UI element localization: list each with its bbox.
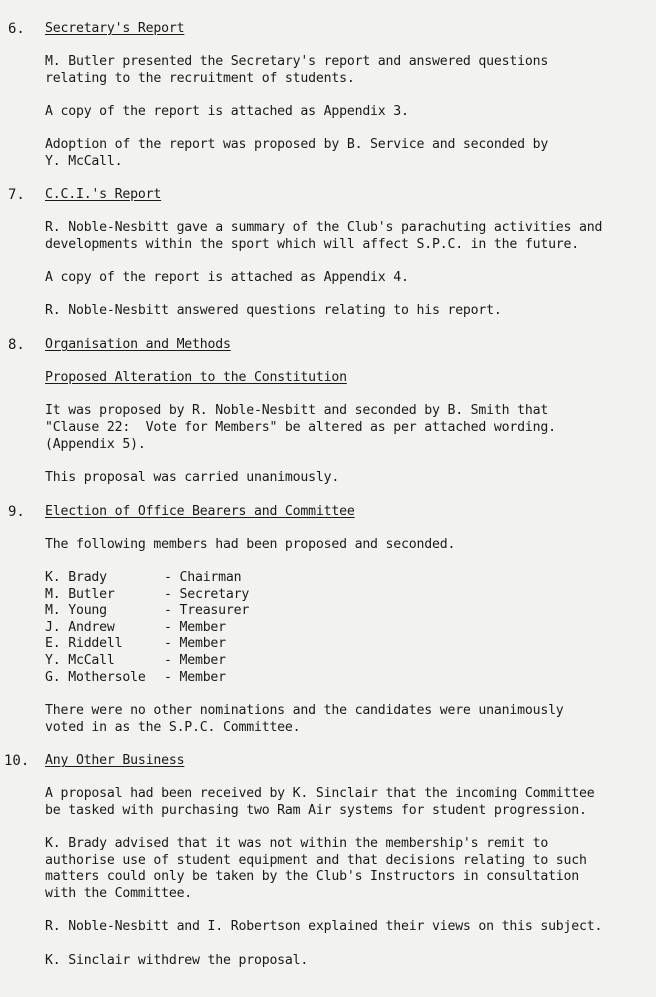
section-heading: C.C.I.'s Report xyxy=(45,187,162,202)
text-line: R. Noble-Nesbitt and I. Robertson explained their views on this subject. xyxy=(45,919,603,934)
committee-name: M. Butler xyxy=(45,587,115,602)
text-line: (Appendix 5). xyxy=(45,437,146,452)
text-line: There were no other nominations and the candidates were unanimously xyxy=(45,703,564,718)
text-line: matters could only be taken by the Club's Instructors in consultation xyxy=(45,869,580,884)
committee-role: - Member xyxy=(164,670,226,685)
text-line: Y. McCall. xyxy=(45,154,123,169)
committee-role: - Member xyxy=(164,620,226,635)
text-line: The following members had been proposed and seconded. xyxy=(45,537,456,552)
text-line: R. Noble-Nesbitt gave a summary of the Club's parachuting activities and xyxy=(45,220,603,235)
text-line: authorise use of student equipment and that decisions relating to such xyxy=(45,853,587,868)
text-line: developments within the sport which will affect S.P.C. in the future. xyxy=(45,237,580,252)
committee-role: - Member xyxy=(164,653,226,668)
section-number: 10. xyxy=(4,753,30,769)
committee-name: J. Andrew xyxy=(45,620,115,635)
section-number: 6. xyxy=(8,21,25,37)
committee-role: - Chairman xyxy=(164,570,242,585)
committee-name: G. Mothersole xyxy=(45,670,146,685)
text-line: with the Committee. xyxy=(45,886,193,901)
committee-name: E. Riddell xyxy=(45,636,123,651)
text-line: K. Sinclair withdrew the proposal. xyxy=(45,953,309,968)
text-line: voted in as the S.P.C. Committee. xyxy=(45,720,301,735)
section-heading: Any Other Business xyxy=(45,753,185,768)
text-line: "Clause 22: Vote for Members" be altered as per attached wording. xyxy=(45,420,556,435)
section-number: 7. xyxy=(8,187,25,203)
committee-role: - Treasurer xyxy=(164,603,250,618)
text-line: K. Brady advised that it was not within the membership's remit to xyxy=(45,836,549,851)
text-line: M. Butler presented the Secretary's report and answered questions xyxy=(45,54,549,69)
text-line: A copy of the report is attached as Appendix 3. xyxy=(45,104,409,119)
section-heading: Organisation and Methods xyxy=(45,337,231,352)
section-subheading: Proposed Alteration to the Constitution xyxy=(45,370,347,385)
section-number: 8. xyxy=(8,337,25,353)
text-line: A copy of the report is attached as Appendix 4. xyxy=(45,270,409,285)
text-line: This proposal was carried unanimously. xyxy=(45,470,340,485)
section-number: 9. xyxy=(8,504,25,520)
section-heading: Secretary's Report xyxy=(45,21,185,36)
text-line: It was proposed by R. Noble-Nesbitt and seconded by B. Smith that xyxy=(45,403,549,418)
committee-role: - Secretary xyxy=(164,587,250,602)
text-line: A proposal had been received by K. Sinclair that the incoming Committee xyxy=(45,786,595,801)
committee-name: Y. McCall xyxy=(45,653,115,668)
text-line: Adoption of the report was proposed by B. Service and seconded by xyxy=(45,137,549,152)
committee-name: M. Young xyxy=(45,603,107,618)
text-line: be tasked with purchasing two Ram Air systems for student progression. xyxy=(45,803,587,818)
committee-name: K. Brady xyxy=(45,570,107,585)
section-heading: Election of Office Bearers and Committee xyxy=(45,504,355,519)
text-line: R. Noble-Nesbitt answered questions relating to his report. xyxy=(45,303,502,318)
committee-role: - Member xyxy=(164,636,226,651)
text-line: relating to the recruitment of students. xyxy=(45,71,355,86)
